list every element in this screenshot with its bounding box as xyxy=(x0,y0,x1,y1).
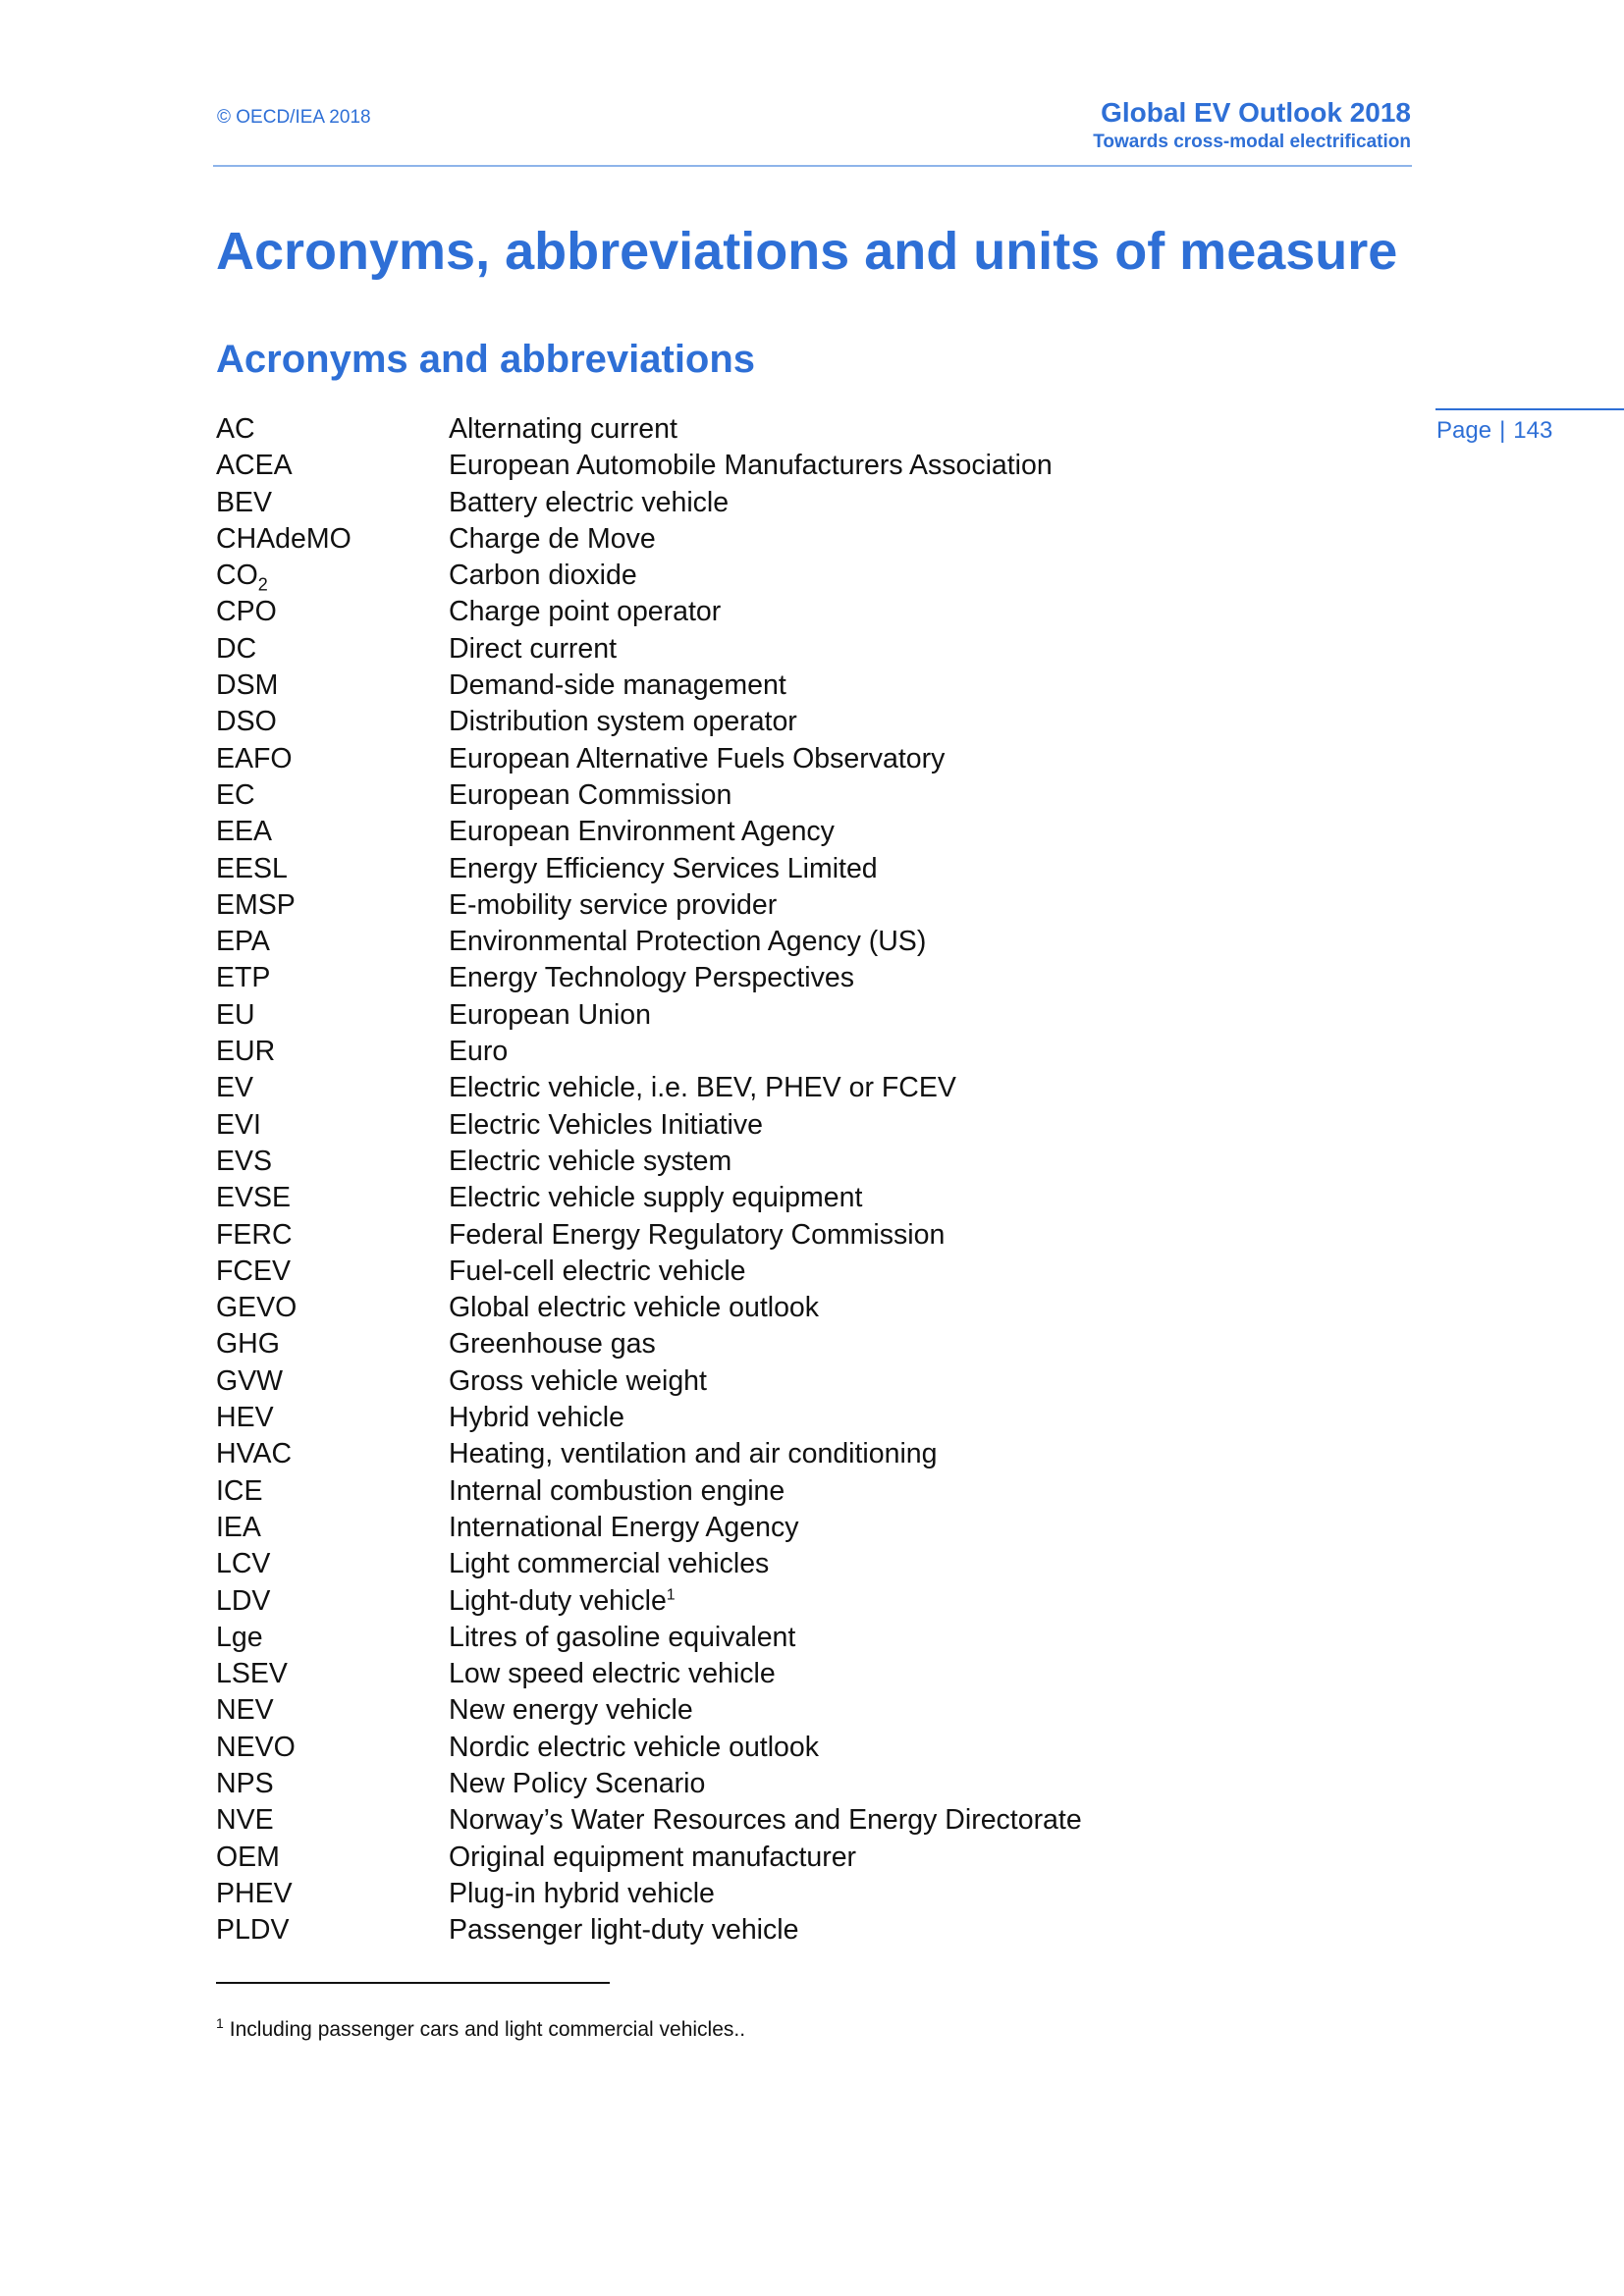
acronym-term xyxy=(216,1290,297,1326)
acronym-definition-text: Heating, ventilation and air conditioning xyxy=(449,1438,938,1470)
acronym-definition-text: Battery electric vehicle xyxy=(449,486,730,518)
acronym-term xyxy=(216,1254,291,1290)
acronym-definition xyxy=(449,1326,656,1362)
acronym-term xyxy=(216,777,255,814)
acronym-term-text: EVS xyxy=(216,1145,273,1177)
acronym-definition xyxy=(449,1840,856,1876)
acronym-definition xyxy=(449,1217,945,1254)
header-rule xyxy=(213,165,1412,167)
acronym-row xyxy=(216,1912,1394,1949)
acronym-definition xyxy=(449,997,651,1034)
acronym-definition xyxy=(449,704,797,740)
page-number-rule xyxy=(1435,408,1624,410)
acronym-term xyxy=(216,960,270,996)
acronym-row xyxy=(216,1510,1394,1546)
acronym-term-text: EAFO xyxy=(216,742,293,774)
acronym-definition-text: Euro xyxy=(449,1036,509,1068)
acronym-term xyxy=(216,411,255,448)
acronym-term-text: GVW xyxy=(216,1364,284,1397)
acronym-row xyxy=(216,1802,1394,1839)
acronym-definition-text: Light commercial vehicles xyxy=(449,1548,770,1580)
acronym-row xyxy=(216,1290,1394,1326)
acronym-row xyxy=(216,1583,1394,1620)
acronym-definition xyxy=(449,1620,795,1656)
acronym-definition-text: Hybrid vehicle xyxy=(449,1402,624,1434)
acronym-row xyxy=(216,521,1394,558)
acronym-term-text: NVE xyxy=(216,1804,274,1837)
acronym-definition xyxy=(449,1436,938,1472)
acronym-row xyxy=(216,1656,1394,1692)
acronym-definition xyxy=(449,1876,715,1912)
acronym-row xyxy=(216,448,1394,484)
acronym-definition xyxy=(449,667,786,704)
section-title: Acronyms and abbreviations xyxy=(216,338,756,381)
acronym-definition-text: Gross vehicle weight xyxy=(449,1364,707,1397)
acronym-definition xyxy=(449,887,777,924)
acronym-list xyxy=(216,411,1394,1949)
acronym-definition-text: Charge point operator xyxy=(449,596,722,628)
acronym-row xyxy=(216,1400,1394,1436)
acronym-definition-text: Carbon dioxide xyxy=(449,560,637,592)
acronym-term xyxy=(216,594,277,630)
acronym-row xyxy=(216,960,1394,996)
acronym-term xyxy=(216,631,256,667)
acronym-definition xyxy=(449,1107,763,1144)
acronym-term xyxy=(216,1583,270,1620)
acronym-definition xyxy=(449,1144,731,1180)
acronym-term xyxy=(216,1180,291,1216)
acronym-term xyxy=(216,1912,289,1949)
acronym-term xyxy=(216,1107,261,1144)
acronym-definition xyxy=(449,594,721,630)
acronym-term-text: EPA xyxy=(216,926,270,958)
header-subtitle: Towards cross-modal electrification xyxy=(1093,132,1411,152)
acronym-definition-text: Fuel-cell electric vehicle xyxy=(449,1255,746,1287)
acronym-row xyxy=(216,1766,1394,1802)
acronym-term-text: HEV xyxy=(216,1402,274,1434)
acronym-row xyxy=(216,1144,1394,1180)
acronym-definition-text: Electric Vehicles Initiative xyxy=(449,1108,763,1141)
acronym-row xyxy=(216,1363,1394,1400)
acronym-term-text: EESL xyxy=(216,852,288,884)
acronym-term xyxy=(216,741,293,777)
acronym-term-text: DSM xyxy=(216,669,279,702)
acronym-row xyxy=(216,741,1394,777)
acronym-definition xyxy=(449,1730,819,1766)
acronym-row xyxy=(216,1876,1394,1912)
acronym-definition-text: Greenhouse gas xyxy=(449,1328,656,1361)
page-separator: | xyxy=(1499,417,1506,444)
acronym-term-text: Lge xyxy=(216,1621,263,1653)
acronym-definition xyxy=(449,777,731,814)
acronym-term xyxy=(216,851,288,887)
acronym-definition-text: Original equipment manufacturer xyxy=(449,1841,857,1873)
acronym-term-text: NEVO xyxy=(216,1731,296,1763)
footnote-text: Including passenger cars and light commercial vehicles.. xyxy=(229,2018,746,2041)
acronym-row xyxy=(216,1326,1394,1362)
acronym-term-text: PHEV xyxy=(216,1877,293,1909)
acronym-term-text: EC xyxy=(216,778,255,811)
acronym-definition-text: Norway’s Water Resources and Energy Directorate xyxy=(449,1804,1082,1837)
acronym-row xyxy=(216,1180,1394,1216)
acronym-definition xyxy=(449,448,1053,484)
acronym-term xyxy=(216,997,255,1034)
acronym-definition-text: Charge de Move xyxy=(449,522,656,555)
acronym-definition xyxy=(449,1802,1082,1839)
acronym-row xyxy=(216,851,1394,887)
acronym-row xyxy=(216,411,1394,448)
acronym-definition xyxy=(449,1510,799,1546)
acronym-term xyxy=(216,924,270,960)
acronym-row xyxy=(216,814,1394,850)
acronym-definition-text: Federal Energy Regulatory Commission xyxy=(449,1218,946,1251)
acronym-term xyxy=(216,1656,288,1692)
acronym-term-text: LSEV xyxy=(216,1658,288,1690)
acronym-row xyxy=(216,667,1394,704)
acronym-term-text: LCV xyxy=(216,1548,271,1580)
acronym-term-text: EEA xyxy=(216,816,273,848)
acronym-definition-text: Internal combustion engine xyxy=(449,1474,785,1507)
acronym-term xyxy=(216,1620,263,1656)
acronym-term xyxy=(216,1070,253,1106)
acronym-definition-text: Direct current xyxy=(449,632,618,665)
acronym-row xyxy=(216,704,1394,740)
acronym-row xyxy=(216,1473,1394,1510)
acronym-term-text: DSO xyxy=(216,706,277,738)
acronym-definition-text: Global electric vehicle outlook xyxy=(449,1292,820,1324)
acronym-definition-text: Electric vehicle supply equipment xyxy=(449,1182,863,1214)
acronym-definition-text: Low speed electric vehicle xyxy=(449,1658,776,1690)
acronym-term-text: BEV xyxy=(216,486,273,518)
acronym-definition-text: Litres of gasoline equivalent xyxy=(449,1621,796,1653)
acronym-definition xyxy=(449,1180,862,1216)
acronym-row xyxy=(216,1620,1394,1656)
acronym-term-text: EV xyxy=(216,1072,254,1104)
acronym-definition xyxy=(449,1656,776,1692)
acronym-row xyxy=(216,924,1394,960)
acronym-definition xyxy=(449,1473,785,1510)
acronym-definition xyxy=(449,1912,798,1949)
acronym-term-subscript: 2 xyxy=(257,574,268,595)
acronym-row xyxy=(216,631,1394,667)
acronym-definition-text: Electric vehicle system xyxy=(449,1145,732,1177)
acronym-term-text: LDV xyxy=(216,1584,271,1617)
acronym-term xyxy=(216,887,296,924)
acronym-term xyxy=(216,1546,270,1582)
page-label: Page xyxy=(1436,417,1492,444)
acronym-term-text: EVI xyxy=(216,1108,261,1141)
acronym-term xyxy=(216,1692,274,1729)
footnote-number: 1 xyxy=(216,2015,224,2031)
acronym-definition xyxy=(449,960,854,996)
acronym-definition-text: European Automobile Manufacturers Association xyxy=(449,450,1053,482)
acronym-row xyxy=(216,997,1394,1034)
acronym-term-text: NEV xyxy=(216,1694,274,1727)
footnote-reference: 1 xyxy=(666,1586,676,1603)
header-block xyxy=(1093,96,1411,155)
acronym-definition xyxy=(449,851,878,887)
acronym-term xyxy=(216,1802,274,1839)
acronym-term-text: GHG xyxy=(216,1328,280,1361)
acronym-term xyxy=(216,485,272,521)
acronym-definition xyxy=(449,814,835,850)
acronym-row xyxy=(216,1107,1394,1144)
acronym-term-text: EVSE xyxy=(216,1182,292,1214)
acronym-definition xyxy=(449,1254,746,1290)
acronym-definition xyxy=(449,558,637,594)
acronym-definition-text: Energy Technology Perspectives xyxy=(449,962,854,994)
acronym-row xyxy=(216,1034,1394,1070)
acronym-term-text: FCEV xyxy=(216,1255,292,1287)
acronym-definition xyxy=(449,1400,624,1436)
acronym-term xyxy=(216,1473,263,1510)
acronym-definition xyxy=(449,1692,693,1729)
acronym-definition xyxy=(449,1766,705,1802)
acronym-definition-text: European Alternative Fuels Observatory xyxy=(449,742,946,774)
acronym-definition-text: International Energy Agency xyxy=(449,1511,799,1543)
acronym-term-text: IEA xyxy=(216,1511,261,1543)
acronym-row xyxy=(216,558,1394,594)
acronym-term-text: NPS xyxy=(216,1767,274,1799)
acronym-definition xyxy=(449,1546,769,1582)
acronym-term xyxy=(216,558,268,594)
acronym-row xyxy=(216,777,1394,814)
acronym-row xyxy=(216,485,1394,521)
header-title: Global EV Outlook 2018 xyxy=(1101,97,1411,128)
acronym-definition xyxy=(449,521,656,558)
acronym-definition-text: Energy Efficiency Services Limited xyxy=(449,852,878,884)
acronym-definition-text: Nordic electric vehicle outlook xyxy=(449,1731,819,1763)
acronym-term-text: CHAdeMO xyxy=(216,522,352,555)
acronym-definition xyxy=(449,631,617,667)
acronym-definition xyxy=(449,1583,676,1620)
acronym-definition-text: Alternating current xyxy=(449,413,677,445)
acronym-term xyxy=(216,1326,280,1362)
acronym-definition-text: E-mobility service provider xyxy=(449,888,778,921)
acronym-term xyxy=(216,814,272,850)
acronym-definition-text: New Policy Scenario xyxy=(449,1767,706,1799)
acronym-row xyxy=(216,1070,1394,1106)
acronym-definition xyxy=(449,1290,819,1326)
acronym-definition xyxy=(449,1363,707,1400)
acronym-row xyxy=(216,1254,1394,1290)
acronym-definition xyxy=(449,924,926,960)
acronym-definition xyxy=(449,1070,956,1106)
acronym-term xyxy=(216,448,293,484)
acronym-term xyxy=(216,1400,274,1436)
acronym-term-text: ACEA xyxy=(216,450,293,482)
acronym-definition-text: Demand-side management xyxy=(449,669,786,702)
acronym-term xyxy=(216,1363,283,1400)
acronym-term-text: OEM xyxy=(216,1841,280,1873)
acronym-row xyxy=(216,887,1394,924)
acronym-definition-text: Electric vehicle, i.e. BEV, PHEV or FCEV xyxy=(449,1072,956,1104)
acronym-definition-text: New energy vehicle xyxy=(449,1694,693,1727)
acronym-row xyxy=(216,1436,1394,1472)
footnote xyxy=(216,2016,745,2044)
footnote-rule xyxy=(216,1982,610,1984)
acronym-term xyxy=(216,1840,280,1876)
acronym-term xyxy=(216,1217,293,1254)
acronym-term-text: GEVO xyxy=(216,1292,298,1324)
acronym-term-text: ICE xyxy=(216,1474,263,1507)
acronym-definition-text: Distribution system operator xyxy=(449,706,797,738)
acronym-definition-text: Environmental Protection Agency (US) xyxy=(449,926,927,958)
acronym-definition-text: European Union xyxy=(449,998,651,1031)
acronym-row xyxy=(216,1546,1394,1582)
acronym-term xyxy=(216,1144,272,1180)
acronym-definition xyxy=(449,485,729,521)
acronym-term xyxy=(216,1730,296,1766)
acronym-row xyxy=(216,1692,1394,1729)
acronym-term-text: CPO xyxy=(216,596,277,628)
acronym-term-text: HVAC xyxy=(216,1438,293,1470)
acronym-term-text: DC xyxy=(216,632,257,665)
acronym-term-text: EMSP xyxy=(216,888,296,921)
header-copyright: © OECD/IEA 2018 xyxy=(217,107,371,128)
acronym-term-text: AC xyxy=(216,413,255,445)
acronym-definition xyxy=(449,741,945,777)
acronym-term-text: FERC xyxy=(216,1218,293,1251)
acronym-row xyxy=(216,1730,1394,1766)
acronym-row xyxy=(216,594,1394,630)
acronym-term xyxy=(216,1510,261,1546)
acronym-definition-text: European Environment Agency xyxy=(449,816,835,848)
page-title: Acronyms, abbreviations and units of measure xyxy=(216,222,1398,281)
acronym-definition-text: Plug-in hybrid vehicle xyxy=(449,1877,715,1909)
acronym-definition xyxy=(449,1034,508,1070)
page-number xyxy=(1436,414,1552,448)
acronym-term xyxy=(216,1436,292,1472)
page-number-value: 143 xyxy=(1513,417,1553,444)
acronym-term-text: EU xyxy=(216,998,255,1031)
acronym-term xyxy=(216,1034,275,1070)
acronym-definition xyxy=(449,411,677,448)
acronym-term xyxy=(216,1766,274,1802)
acronym-term xyxy=(216,521,352,558)
acronym-row xyxy=(216,1217,1394,1254)
acronym-definition-text: European Commission xyxy=(449,778,732,811)
acronym-term-text: PLDV xyxy=(216,1914,290,1947)
acronym-term xyxy=(216,667,278,704)
acronym-term xyxy=(216,1876,293,1912)
acronym-row xyxy=(216,1840,1394,1876)
acronym-term-text: EUR xyxy=(216,1036,276,1068)
acronym-definition-text: Light-duty vehicle xyxy=(449,1584,667,1617)
acronym-term xyxy=(216,704,277,740)
acronym-term-text: CO xyxy=(216,560,258,592)
acronym-term-text: ETP xyxy=(216,962,271,994)
acronym-definition-text: Passenger light-duty vehicle xyxy=(449,1914,799,1947)
